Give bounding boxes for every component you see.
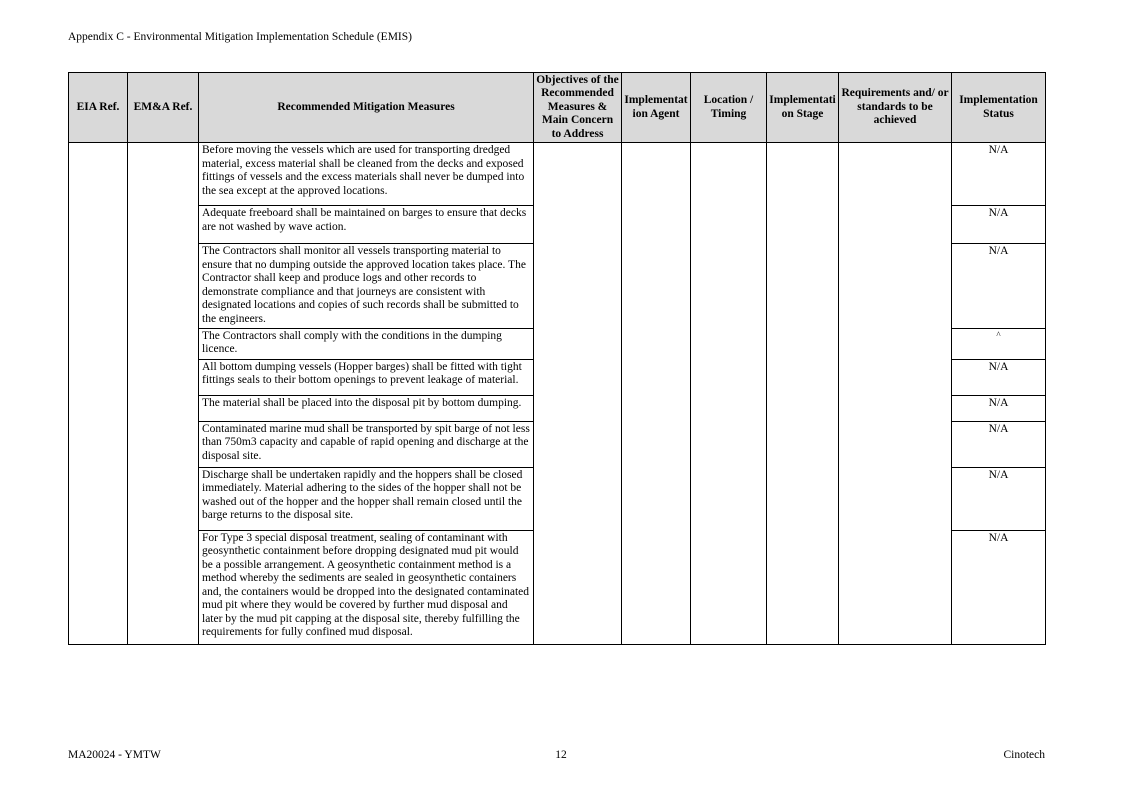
measure-cell: Before moving the vessels which are used for transporting dredged material, excess material shall be cleaned from the decks and exposed fittings of vessels and the excess materials shall never be dumped into the sea except at the approved locations. [199,143,534,206]
measure-cell: The material shall be placed into the disposal pit by bottom dumping. [199,395,534,421]
requirements-cell [839,143,952,645]
header-objectives: Objectives of the Recommended Measures & Main Concern to Address [534,73,622,143]
table-header-row [69,73,1046,143]
header-location-timing: Location / Timing [691,73,767,143]
status-cell: N/A [952,359,1046,395]
header-implementation-agent: Implementation Agent [622,73,691,143]
emis-table [68,72,1046,645]
footer-company-name: Cinotech [1003,749,1045,761]
document-header-title: Appendix C - Environmental Mitigation Implementation Schedule (EMIS) [68,31,412,43]
table-row [69,143,1046,206]
implementation-agent-cell [622,143,691,645]
status-cell: N/A [952,530,1046,644]
status-cell: N/A [952,467,1046,530]
measure-cell: For Type 3 special disposal treatment, sealing of contaminant with geosynthetic containment before dropping designated mud pit would be a possible arrangement. A geosynthetic containment method is a method whereby the sediments are sealed in geosynthetic containers and, the containers would be dropped into the designated contaminated mud pit where they would be covered by further mud disposal and later by the mud pit capping at the disposal site, thereby fulfilling the requirements for fully confined mud disposal. [199,530,534,644]
measure-cell: The Contractors shall comply with the conditions in the dumping licence. [199,328,534,359]
objectives-cell [534,143,622,645]
status-cell: N/A [952,421,1046,467]
status-cell: N/A [952,206,1046,244]
measure-cell: Contaminated marine mud shall be transported by spit barge of not less than 750m3 capacity and capable of rapid opening and discharge at the disposal site. [199,421,534,467]
header-implementation-status: Implementation Status [952,73,1046,143]
status-cell: ^ [952,328,1046,359]
header-implementation-stage: Implementation Stage [767,73,839,143]
status-cell: N/A [952,143,1046,206]
status-cell: N/A [952,244,1046,329]
implementation-stage-cell [767,143,839,645]
measure-cell: Adequate freeboard shall be maintained on barges to ensure that decks are not washed by wave action. [199,206,534,244]
measure-cell: All bottom dumping vessels (Hopper barges) shall be fitted with tight fittings seals to their bottom openings to prevent leakage of material. [199,359,534,395]
header-eia-ref: EIA Ref. [69,73,128,143]
header-recommended-mitigation-measures: Recommended Mitigation Measures [199,73,534,143]
header-ema-ref: EM&A Ref. [128,73,199,143]
footer-document-ref: MA20024 - YMTW [68,749,161,761]
eia-ref-cell [69,143,128,645]
header-requirements-standards: Requirements and/ or standards to be achieved [839,73,952,143]
location-timing-cell [691,143,767,645]
ema-ref-cell [128,143,199,645]
footer-page-number: 12 [555,749,567,761]
measure-cell: The Contractors shall monitor all vessels transporting material to ensure that no dumping outside the approved location takes place. The Contractor shall keep and produce logs and other records to demonstrate compliance and that journeys are consistent with designated locations and copies of such records shall be submitted to the engineers. [199,244,534,329]
status-cell: N/A [952,395,1046,421]
measure-cell: Discharge shall be undertaken rapidly and the hoppers shall be closed immediately. Material adhering to the sides of the hopper shall not be washed out of the hopper and the hopper shall remain closed until the barge returns to the disposal site. [199,467,534,530]
